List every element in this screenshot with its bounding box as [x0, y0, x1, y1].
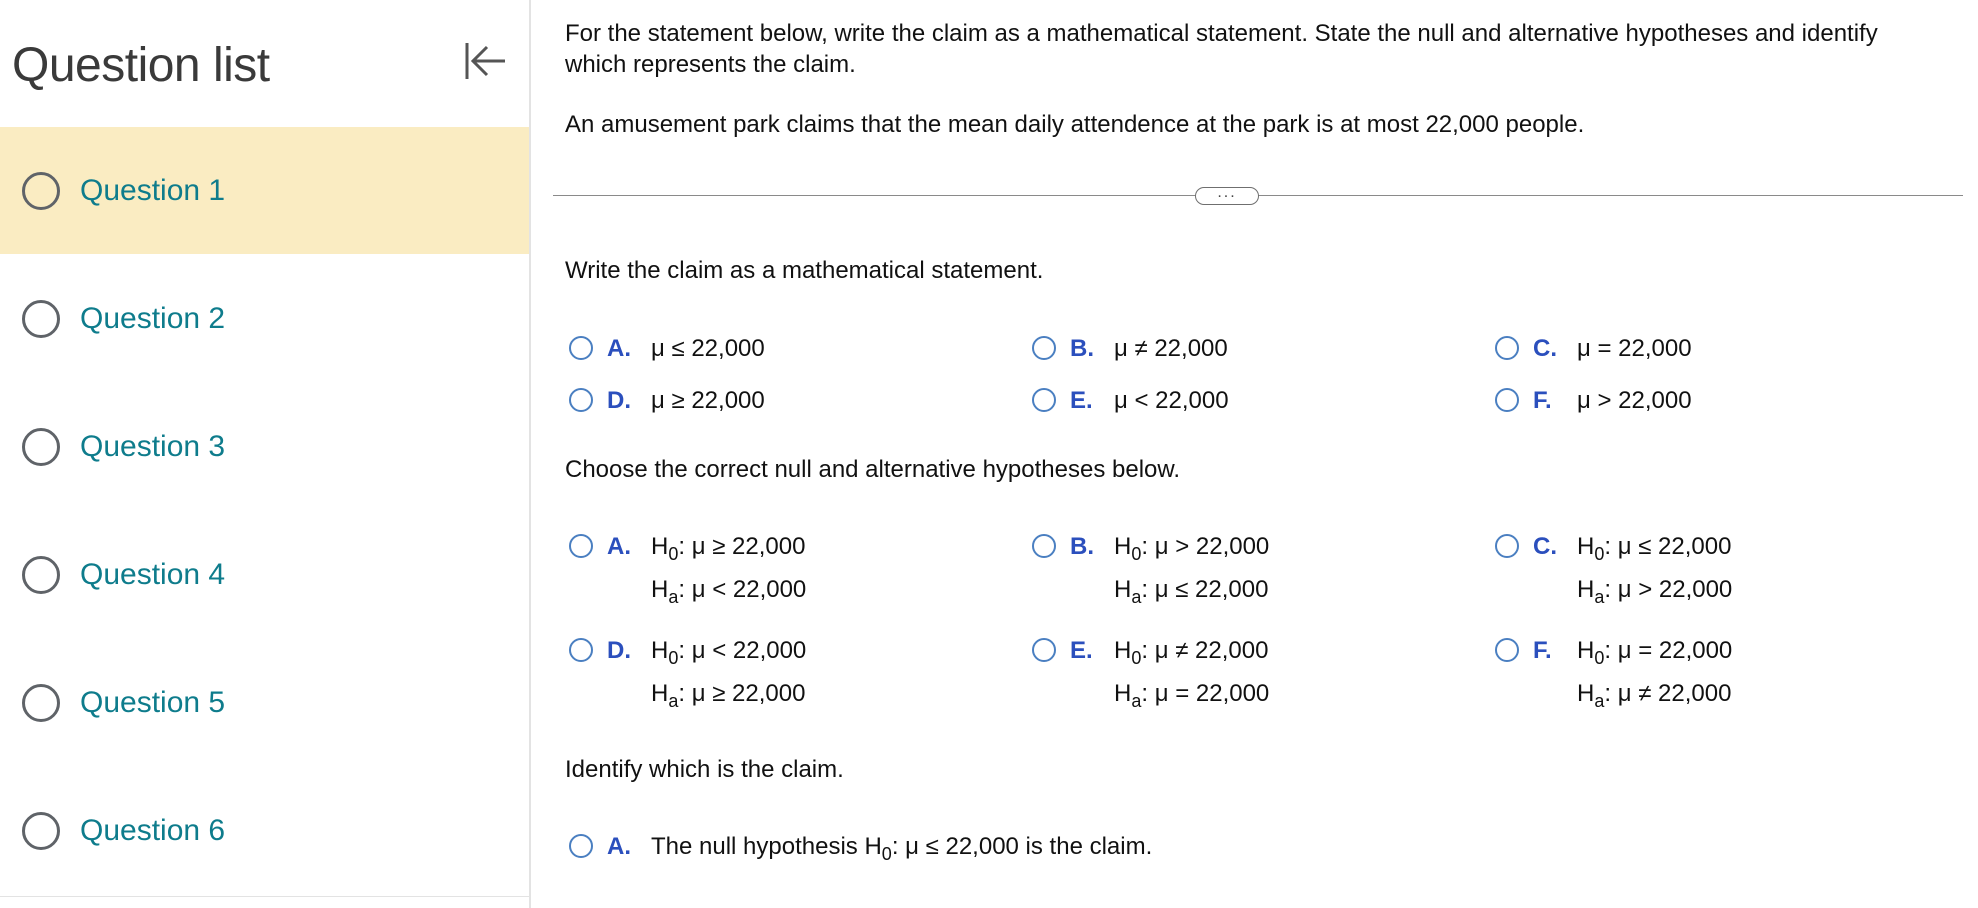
option-letter: D. — [607, 387, 631, 414]
alternative-hypothesis: $H_a$: μ < 22,000 — [651, 576, 807, 607]
question-list-item-3[interactable] — [0, 383, 529, 510]
part2-option-b[interactable] — [1032, 531, 1269, 617]
question-label: Question 1 — [80, 173, 226, 207]
option-text: μ ≥ 22,000 — [651, 387, 765, 414]
radio-button[interactable] — [1032, 388, 1056, 412]
option-text: The null hypothesis $H_0$: μ ≤ 22,000 is the claim. — [651, 833, 1153, 864]
part2-option-d[interactable] — [569, 635, 806, 721]
part3-prompt: Identify which is the claim. — [565, 756, 844, 783]
null-hypothesis: $H_0$: μ ≤ 22,000 — [1577, 533, 1732, 564]
radio-button[interactable] — [1495, 336, 1519, 360]
status-circle-icon — [22, 300, 60, 338]
option-letter: A. — [607, 533, 631, 560]
status-circle-icon — [22, 812, 60, 850]
null-hypothesis: $H_0$: μ < 22,000 — [651, 637, 807, 668]
hypotheses-pair — [1114, 635, 1269, 721]
alternative-hypothesis: $H_a$: μ ≥ 22,000 — [651, 680, 806, 711]
radio-button[interactable] — [1032, 534, 1056, 558]
question-label: Question 6 — [80, 813, 226, 847]
option-text: μ > 22,000 — [1577, 387, 1692, 414]
alternative-hypothesis: $H_a$: μ ≠ 22,000 — [1577, 680, 1732, 711]
part2-prompt: Choose the correct null and alternative hypotheses below. — [565, 456, 1181, 483]
option-letter: E. — [1070, 387, 1093, 414]
option-letter: F. — [1533, 387, 1552, 414]
question-label: Question 2 — [80, 301, 226, 335]
part1-option-f[interactable] — [1495, 385, 1692, 416]
option-letter: B. — [1070, 335, 1094, 362]
collapse-sidebar-button[interactable] — [455, 35, 515, 87]
status-circle-icon — [22, 428, 60, 466]
hypotheses-pair — [1114, 531, 1269, 617]
part3-option-a[interactable] — [569, 831, 1152, 862]
option-letter: E. — [1070, 637, 1093, 664]
radio-button[interactable] — [569, 638, 593, 662]
part2-option-a[interactable] — [569, 531, 806, 617]
alternative-hypothesis: $H_a$: μ ≤ 22,000 — [1114, 576, 1269, 607]
expand-button[interactable]: ... — [1195, 187, 1259, 205]
part1-option-b[interactable] — [1032, 333, 1228, 364]
option-letter: C. — [1533, 533, 1557, 560]
part2-option-e[interactable] — [1032, 635, 1269, 721]
hypotheses-pair — [651, 531, 806, 617]
question-label: Question 4 — [80, 557, 226, 591]
part1-prompt: Write the claim as a mathematical statement. — [565, 257, 1044, 284]
alternative-hypothesis: $H_a$: μ = 22,000 — [1114, 680, 1270, 711]
sidebar-header — [0, 0, 531, 127]
radio-button[interactable] — [569, 388, 593, 412]
part1-option-a[interactable] — [569, 333, 765, 364]
question-label: Question 5 — [80, 685, 226, 719]
part1-option-c[interactable] — [1495, 333, 1692, 364]
instructions-text: For the statement below, write the claim as a mathematical statement. State the null and alternative hypotheses and identify which represents the claim. — [565, 20, 1878, 78]
part2-option-c[interactable] — [1495, 531, 1732, 617]
radio-button[interactable] — [569, 534, 593, 558]
alternative-hypothesis: $H_a$: μ > 22,000 — [1577, 576, 1733, 607]
option-text: μ ≤ 22,000 — [651, 335, 765, 362]
option-letter: B. — [1070, 533, 1094, 560]
hypotheses-pair — [651, 635, 806, 721]
status-circle-icon — [22, 172, 60, 210]
part2-option-f[interactable] — [1495, 635, 1732, 721]
null-hypothesis: $H_0$: μ ≠ 22,000 — [1114, 637, 1269, 668]
question-list-item-4[interactable] — [0, 511, 529, 638]
radio-button[interactable] — [1495, 534, 1519, 558]
option-letter: A. — [607, 833, 631, 860]
radio-button[interactable] — [569, 336, 593, 360]
option-text: μ < 22,000 — [1114, 387, 1229, 414]
radio-button[interactable] — [1032, 336, 1056, 360]
option-letter: A. — [607, 335, 631, 362]
question-panel — [533, 0, 1978, 908]
option-text: μ = 22,000 — [1577, 335, 1692, 362]
option-letter: D. — [607, 637, 631, 664]
part1-option-e[interactable] — [1032, 385, 1229, 416]
question-list-item-5[interactable] — [0, 639, 529, 766]
part1-option-d[interactable] — [569, 385, 765, 416]
option-letter: F. — [1533, 637, 1552, 664]
status-circle-icon — [22, 684, 60, 722]
option-letter: C. — [1533, 335, 1557, 362]
collapse-left-icon — [461, 39, 509, 83]
null-hypothesis: $H_0$: μ > 22,000 — [1114, 533, 1270, 564]
question-list-item-2[interactable] — [0, 255, 529, 382]
radio-button[interactable] — [1495, 638, 1519, 662]
sidebar-title: Question list — [12, 39, 270, 92]
problem-statement: An amusement park claims that the mean daily attendence at the park is at most 22,000 people. — [565, 111, 1585, 138]
radio-button[interactable] — [1032, 638, 1056, 662]
question-label: Question 3 — [80, 429, 226, 463]
question-list-sidebar — [0, 0, 531, 908]
radio-button[interactable] — [1495, 388, 1519, 412]
question-list-item-1[interactable] — [0, 127, 529, 254]
hypotheses-pair — [1577, 635, 1732, 721]
radio-button[interactable] — [569, 834, 593, 858]
option-text: μ ≠ 22,000 — [1114, 335, 1228, 362]
null-hypothesis: $H_0$: μ ≥ 22,000 — [651, 533, 806, 564]
sidebar-divider — [0, 896, 529, 897]
question-list-item-6[interactable] — [0, 767, 529, 894]
hypotheses-pair — [1577, 531, 1732, 617]
status-circle-icon — [22, 556, 60, 594]
null-hypothesis: $H_0$: μ = 22,000 — [1577, 637, 1733, 668]
